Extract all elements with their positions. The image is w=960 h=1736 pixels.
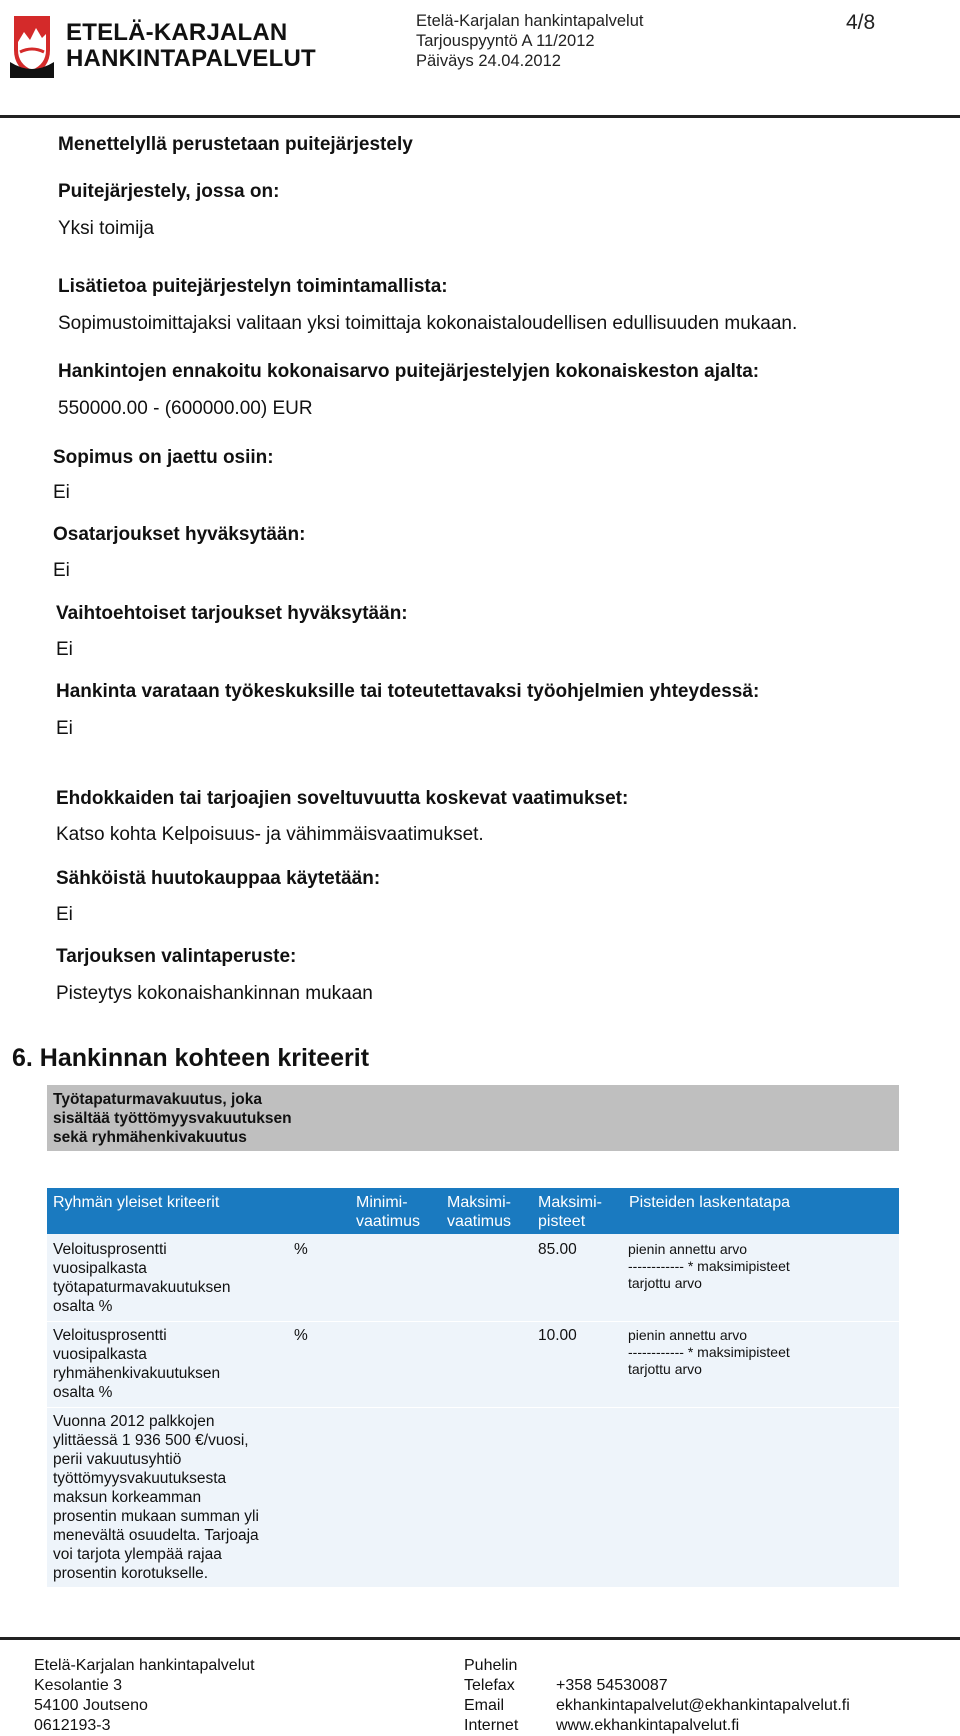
table-row-1-unit: % — [294, 1241, 308, 1258]
table-row-1-points: 85.00 — [538, 1241, 577, 1258]
col-minimum: Minimi- vaatimus — [356, 1194, 421, 1230]
row-divider — [47, 1321, 899, 1322]
value-framework-info: Sopimustoimittajaksi valitaan yksi toimittaja kokonaistaloudellisen edullisuuden mukaan. — [58, 313, 798, 334]
header-divider — [0, 115, 960, 118]
row-divider — [47, 1407, 899, 1408]
table-row-3-note: Vuonna 2012 palkkojen ylittäessä 1 936 500 €/vuosi, perii vakuutusyhtiö työttömyysvakuutuksesta maksun korkeamman prosentin mukaan summan yli menevältä osuudelta. Tarjoaja voi tarjota ylempää rajaa prosentin korotukselle. — [53, 1413, 259, 1582]
footer-address: Etelä-Karjalan hankintapalvelut Kesolantie 3 54100 Joutseno 0612193-3 — [34, 1657, 255, 1734]
header-org: Etelä-Karjalan hankintapalvelut — [416, 12, 644, 30]
col-criteria: Ryhmän yleiset kriteerit — [53, 1194, 220, 1211]
heading-framework: Menettelyllä perustetaan puitejärjestely — [58, 134, 413, 155]
footer-contact-labels: Puhelin Telefax Email Internet — [464, 1657, 519, 1734]
value-variants: Ei — [56, 639, 73, 660]
heading-estimated-value: Hankintojen ennakoitu kokonaisarvo puitejärjestelyjen kokonaiskeston ajalta: — [58, 361, 760, 382]
footer-fax: +358 54530087 — [556, 1677, 668, 1694]
heading-variants: Vaihtoehtoiset tarjoukset hyväksytään: — [56, 603, 408, 624]
value-partial-tenders: Ei — [53, 560, 70, 581]
col-maximum: Maksimi- vaatimus — [447, 1194, 512, 1230]
footer-email[interactable]: ekhankintapalvelut@ekhankintapalvelut.fi — [556, 1697, 850, 1714]
heading-reserved-contract: Hankinta varataan työkeskuksille tai toteutettavaksi työohjelmien yhteydessä: — [56, 681, 760, 702]
logo-wordmark: ETELÄ-KARJALAN HANKINTAPALVELUT — [66, 19, 316, 72]
table-row-1-formula: pienin annettu arvo ------------ * maksimipisteet tarjottu arvo — [628, 1241, 790, 1291]
page-number: 4/8 — [846, 11, 876, 34]
heading-e-auction: Sähköistä huutokauppaa käytetään: — [56, 868, 381, 889]
value-framework-with: Yksi toimija — [58, 218, 155, 239]
table-row-2-unit: % — [294, 1327, 308, 1344]
value-e-auction: Ei — [56, 904, 73, 925]
heading-suitability: Ehdokkaiden tai tarjoajien soveltuvuutta koskevat vaatimukset: — [56, 788, 629, 809]
footer-website[interactable]: www.ekhankintapalvelut.fi — [556, 1717, 740, 1734]
footer-divider — [0, 1637, 960, 1640]
value-suitability: Katso kohta Kelpoisuus- ja vähimmäisvaatimukset. — [56, 824, 484, 845]
value-reserved-contract: Ei — [56, 718, 73, 739]
table-row-1-criterion: Veloitusprosentti vuosipalkasta työtapaturmavakuutuksen osalta % — [53, 1241, 231, 1315]
col-scoring-method: Pisteiden laskentatapa — [629, 1194, 790, 1211]
value-award-criteria: Pisteytys kokonaishankinnan mukaan — [56, 983, 373, 1004]
heading-partial-tenders: Osatarjoukset hyväksytään: — [53, 524, 306, 545]
value-estimated-value: 550000.00 - (600000.00) EUR — [58, 398, 313, 419]
value-lots: Ei — [53, 482, 70, 503]
header-date: Päiväys 24.04.2012 — [416, 52, 561, 70]
header-meta — [416, 11, 643, 71]
logo-emblem-icon — [10, 12, 54, 78]
footer-contact-values — [556, 1676, 850, 1736]
heading-award-criteria: Tarjouksen valintaperuste: — [56, 946, 297, 967]
table-row-2-criterion: Veloitusprosentti vuosipalkasta ryhmähenkivakuutuksen osalta % — [53, 1327, 221, 1401]
header-tender: Tarjouspyyntö A 11/2012 — [416, 32, 595, 50]
col-max-points: Maksimi- pisteet — [538, 1194, 602, 1230]
heading-lots: Sopimus on jaettu osiin: — [53, 447, 274, 468]
criteria-group-label: Työtapaturmavakuutus, joka sisältää työttömyysvakuutuksen sekä ryhmähenkivakuutus — [53, 1091, 292, 1146]
table-row-2-points: 10.00 — [538, 1327, 577, 1344]
section-title: 6. Hankinnan kohteen kriteerit — [12, 1044, 370, 1072]
heading-framework-with: Puitejärjestely, jossa on: — [58, 181, 280, 202]
table-row-2-formula: pienin annettu arvo ------------ * maksimipisteet tarjottu arvo — [628, 1327, 790, 1377]
heading-framework-info: Lisätietoa puitejärjestelyn toimintamallista: — [58, 276, 448, 297]
